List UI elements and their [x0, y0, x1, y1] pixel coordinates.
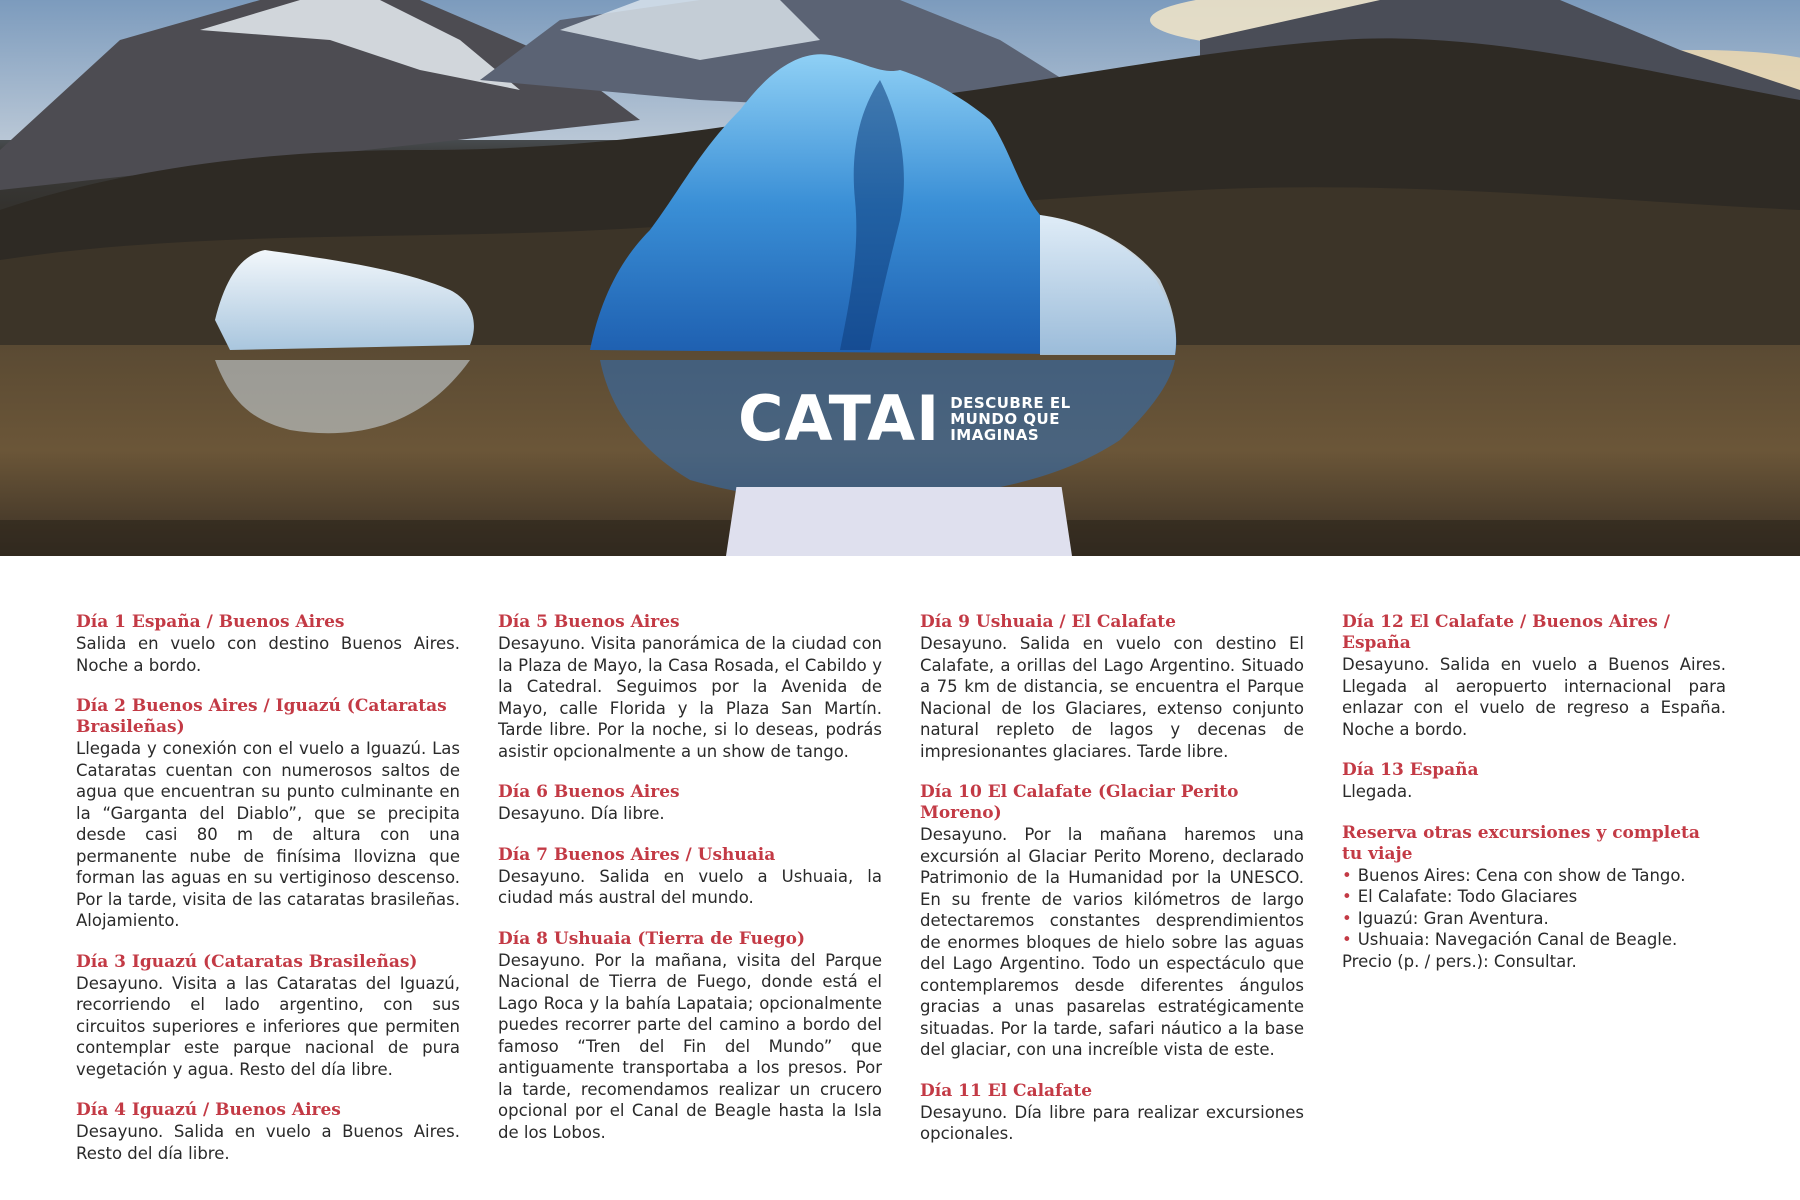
day-description: Desayuno. Por la mañana haremos una excursión al Glaciar Perito Moreno, declarado Patrimonio de la Humanidad por la UNESCO. En su frente de varios kilómetros de largo detectaremos constantes desprendimientos de enormes bloques de hielo sobre las aguas del Lago Argentino. Todo un espectáculo que contemplaremos desde diferentes ángulos gracias a unas pasarelas estratégicamente situadas. Por la tarde, safari náutico a la base del glaciar, con una increíble vista de este.	[920, 825, 1304, 1059]
day-title: Día 1 España / Buenos Aires	[76, 612, 345, 632]
extras-item-label: El Calafate: Todo Glaciares	[1357, 887, 1578, 906]
day-title: Día 7 Buenos Aires / Ushuaia	[498, 844, 776, 865]
day-description: Salida en vuelo con destino Buenos Aires. Noche a bordo.	[76, 634, 460, 675]
hero-image	[0, 0, 1800, 556]
day-entry	[920, 782, 1304, 1061]
extras-item-label: Buenos Aires: Cena con show de Tango.	[1357, 865, 1686, 885]
glacier-landscape-illustration	[0, 0, 1800, 556]
day-title: Día 4 Iguazú / Buenos Aires	[76, 1100, 341, 1120]
day-title: Día 6 Buenos Aires	[498, 782, 680, 802]
day-title: Día 12 El Calafate / Buenos Aires / España	[1342, 612, 1670, 653]
day-entry	[1342, 612, 1726, 740]
list-item	[1342, 886, 1726, 908]
day-title: Día 5 Buenos Aires	[498, 612, 680, 632]
day-description: Desayuno. Salida en vuelo a Ushuaia, la ciudad más austral del mundo.	[498, 866, 882, 907]
day-entry	[76, 612, 460, 676]
day-entry	[498, 845, 882, 909]
bullet-icon: •	[1342, 887, 1352, 906]
day-description: Desayuno. Visita a las Cataratas del Iguazú, recorriendo el lado argentino, con sus circuitos superiores e inferiores que permiten contemplar este parque nacional de pura vegetación y agua. Resto del día libre.	[76, 973, 460, 1079]
bullet-icon: •	[1342, 908, 1352, 928]
day-entry	[498, 612, 882, 762]
day-entry	[76, 952, 460, 1081]
day-description: Desayuno. Salida en vuelo a Buenos Aires. Llegada al aeropuerto internacional para enlazar con el vuelo de regreso a España. Noche a bordo.	[1342, 655, 1726, 739]
day-title: Día 13 España	[1342, 760, 1479, 780]
day-title: Día 10 El Calafate (Glaciar Perito Moreno)	[920, 782, 1239, 823]
tagline-line-1: DESCUBRE EL	[950, 394, 1071, 412]
day-description: Desayuno. Salida en vuelo con destino El Calafate, a orillas del Lago Argentino. Situado a 75 km de distancia, se encuentra el Parque Nacional de los Glaciares, extenso conjunto natural repleto de lagos y decenas de impresionantes glaciares. Tarde libre.	[920, 634, 1304, 761]
itinerary-column-4	[1342, 612, 1726, 1172]
itinerary-column-2	[498, 612, 882, 1172]
list-item	[1342, 908, 1726, 930]
day-entry	[1342, 760, 1726, 803]
itinerary-column-3	[920, 612, 1304, 1172]
bullet-icon: •	[1342, 930, 1352, 949]
day-entry	[920, 1081, 1304, 1145]
extras-item-label: Ushuaia: Navegación Canal de Beagle.	[1357, 930, 1678, 949]
catai-logo	[738, 382, 1071, 455]
tagline-line-3: IMAGINAS	[950, 426, 1040, 444]
day-title: Día 11 El Calafate	[920, 1080, 1093, 1101]
day-description: Desayuno. Visita panorámica de la ciudad con la Plaza de Mayo, la Casa Rosada, el Cabildo y la Catedral. Seguimos por la Avenida de Mayo, calle Florida y la Plaza San Martín. Tarde libre. Por la noche, si lo deseas, podrás asistir opcionalmente a un show de tango.	[498, 634, 882, 761]
extras-list	[1342, 865, 1726, 951]
extras-title: Reserva otras excursiones y completa tu viaje	[1342, 822, 1700, 864]
tagline-line-2: MUNDO QUE	[950, 410, 1060, 428]
day-description: Desayuno. Salida en vuelo a Buenos Aires. Resto del día libre.	[76, 1122, 460, 1163]
itinerary	[76, 612, 1756, 1172]
day-title: Día 8 Ushuaia (Tierra de Fuego)	[498, 928, 806, 949]
extras-item-label: Iguazú: Gran Aventura.	[1357, 908, 1549, 928]
brand-tagline	[950, 395, 1070, 443]
day-description: Desayuno. Día libre para realizar excursiones opcionales.	[920, 1102, 1304, 1143]
day-entry	[498, 782, 882, 825]
brand-name: CATAI	[738, 382, 941, 455]
day-description: Llegada y conexión con el vuelo a Iguazú. Las Cataratas cuentan con numerosos saltos de agua que encuentran su punto culminante en la “Garganta del Diablo”, que se precipita desde casi 80 m de altura con una permanente nube de finísima llovizna que forman las aguas en su vertiginoso descenso. Por la tarde, visita de las cataratas brasileñas. Alojamiento.	[76, 739, 460, 930]
list-item	[1342, 929, 1726, 951]
price-note: Precio (p. / pers.): Consultar.	[1342, 951, 1577, 971]
day-entry	[76, 696, 460, 932]
day-entry	[920, 612, 1304, 762]
day-description: Desayuno. Día libre.	[498, 804, 665, 823]
day-entry	[498, 929, 882, 1144]
day-description: Llegada.	[1342, 782, 1413, 801]
day-title: Día 9 Ushuaia / El Calafate	[920, 612, 1176, 632]
day-title: Día 2 Buenos Aires / Iguazú (Cataratas Brasileñas)	[76, 696, 447, 737]
day-entry	[76, 1100, 460, 1164]
day-description: Desayuno. Por la mañana, visita del Parque Nacional de Tierra de Fuego, donde está el Lago Roca y la bahía Lapataia; opcionalmente puedes recorrer parte del camino a bordo del famoso “Tren del Fin del Mundo” que antiguamente transportaba a los presos. Por la tarde, recomendamos realizar un crucero opcional por el Canal de Beagle hasta la Isla de los Lobos.	[498, 950, 882, 1142]
decorative-tab	[726, 487, 1072, 556]
list-item	[1342, 865, 1726, 887]
itinerary-column-1	[76, 612, 460, 1172]
day-title: Día 3 Iguazú (Cataratas Brasileñas)	[76, 951, 418, 972]
bullet-icon: •	[1342, 865, 1352, 885]
extras-section	[1342, 823, 1726, 973]
